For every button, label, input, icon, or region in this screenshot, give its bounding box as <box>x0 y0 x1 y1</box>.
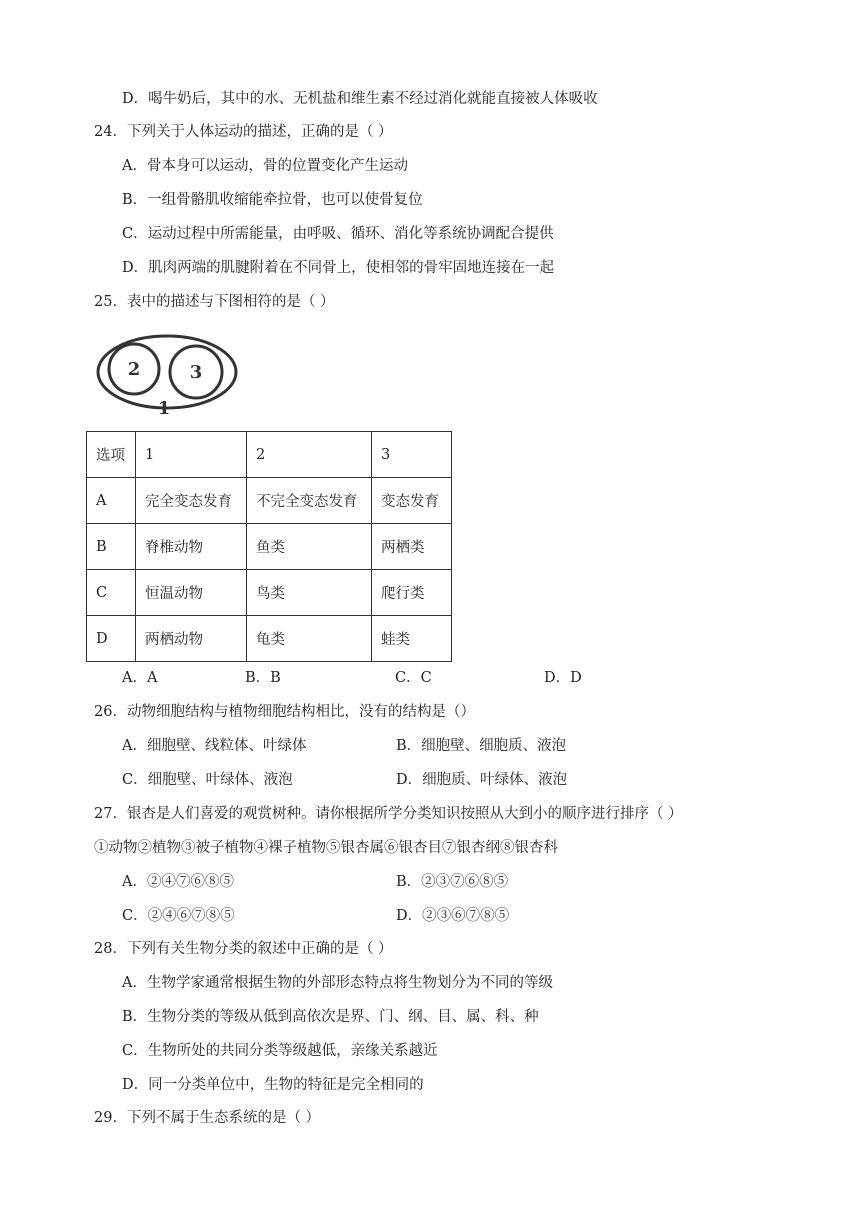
table-row <box>87 478 452 524</box>
options-table <box>86 431 452 662</box>
table-cell: 爬行类 <box>372 570 452 616</box>
q27-sequence: ①动物②植物③被子植物④裸子植物⑤银杏属⑥银杏目⑦银杏纲⑧银杏科 <box>94 840 558 856</box>
question-25: 25．表中的描述与下图相符的是（ ） <box>94 294 335 310</box>
q27-option-d: D．②③⑥⑦⑧⑤ <box>396 908 510 924</box>
q28-option-d: D．同一分类单位中，生物的特征是完全相同的 <box>122 1077 424 1093</box>
q28-option-a: A．生物学家通常根据生物的外部形态特点将生物划分为不同的等级 <box>122 975 553 991</box>
table-cell: 恒温动物 <box>136 570 247 616</box>
q28-option-c: C．生物所处的共同分类等级越低，亲缘关系越近 <box>122 1043 438 1059</box>
q25-option-a: A．A <box>122 670 158 686</box>
table-cell: 变态发育 <box>372 478 452 524</box>
q28-option-b: B．生物分类的等级从低到高依次是界、门、纲、目、属、科、种 <box>122 1009 539 1025</box>
q24-option-b: B．一组骨骼肌收缩能牵拉骨，也可以使骨复位 <box>122 192 423 208</box>
question-28: 28．下列有关生物分类的叙述中正确的是（ ） <box>94 941 393 957</box>
table-cell: 龟类 <box>247 616 372 662</box>
set-diagram <box>96 334 240 420</box>
q27-option-a: A．②④⑦⑥⑧⑤ <box>122 874 234 890</box>
question-29: 29．下列不属于生态系统的是（ ） <box>94 1110 321 1126</box>
question-26: 26．动物细胞结构与植物细胞结构相比，没有的结构是（） <box>94 704 475 720</box>
question-24: 24．下列关于人体运动的描述，正确的是（ ） <box>94 124 393 140</box>
q26-option-a: A．细胞壁、线粒体、叶绿体 <box>122 738 307 754</box>
table-cell: 两栖动物 <box>136 616 247 662</box>
table-row <box>87 616 452 662</box>
q26-option-c: C．细胞壁、叶绿体、液泡 <box>122 772 293 788</box>
q27-option-c: C．②④⑥⑦⑧⑤ <box>122 908 235 924</box>
table-cell: 3 <box>372 432 452 478</box>
q25-option-d: D．D <box>544 670 582 686</box>
table-row <box>87 432 452 478</box>
q26-option-d: D．细胞质、叶绿体、液泡 <box>396 772 568 788</box>
line-q23-option-d: D．喝牛奶后，其中的水、无机盐和维生素不经过消化就能直接被人体吸收 <box>122 91 598 107</box>
table-cell: 选项 <box>87 432 136 478</box>
table-cell: A <box>87 478 136 524</box>
table-cell: B <box>87 524 136 570</box>
table-cell: 脊椎动物 <box>136 524 247 570</box>
table-cell: 蛙类 <box>372 616 452 662</box>
table-cell: 两栖类 <box>372 524 452 570</box>
q24-option-d: D．肌肉两端的肌腱附着在不同骨上，使相邻的骨牢固地连接在一起 <box>122 260 555 276</box>
table-cell: 2 <box>247 432 372 478</box>
table-cell: D <box>87 616 136 662</box>
table-cell: 鱼类 <box>247 524 372 570</box>
label-3: 3 <box>189 362 203 383</box>
table-cell: 完全变态发育 <box>136 478 247 524</box>
table-cell: 不完全变态发育 <box>247 478 372 524</box>
table-cell: 鸟类 <box>247 570 372 616</box>
label-2: 2 <box>127 359 141 380</box>
q25-option-c: C．C <box>395 670 432 686</box>
q24-option-c: C．运动过程中所需能量，由呼吸、循环、消化等系统协调配合提供 <box>122 226 554 242</box>
question-27: 27．银杏是人们喜爱的观赏树种。请你根据所学分类知识按照从大到小的顺序进行排序（ ） <box>94 806 683 822</box>
q25-option-b: B．B <box>245 670 281 686</box>
q26-option-b: B．细胞壁、细胞质、液泡 <box>396 738 567 754</box>
q27-option-b: B．②③⑦⑥⑧⑤ <box>396 874 509 890</box>
table-cell: C <box>87 570 136 616</box>
q24-option-a: A．骨本身可以运动，骨的位置变化产生运动 <box>122 158 408 174</box>
label-1: 1 <box>157 398 171 419</box>
table-row <box>87 524 452 570</box>
table-row <box>87 570 452 616</box>
table-cell: 1 <box>136 432 247 478</box>
